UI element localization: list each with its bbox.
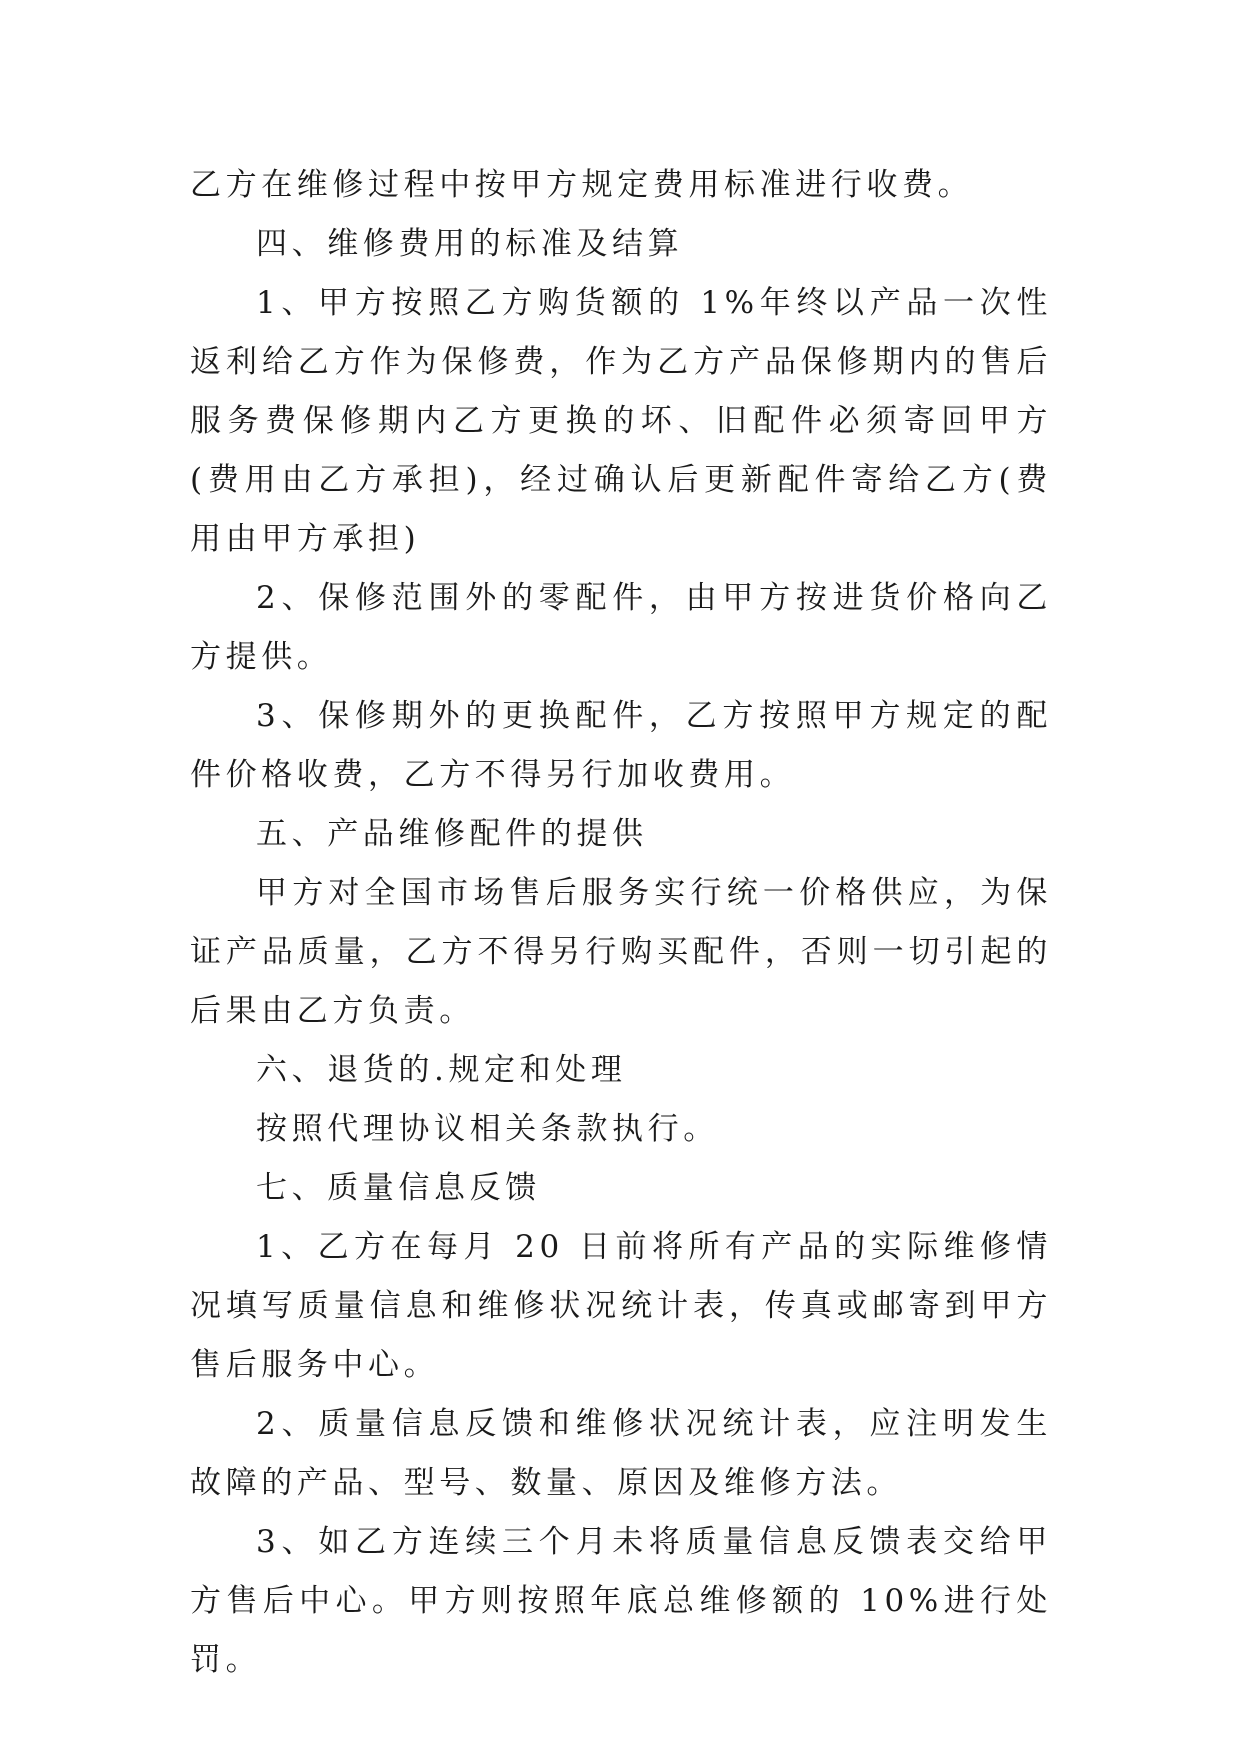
- heading-section-four: 四、维修费用的标准及结算: [256, 226, 684, 262]
- paragraph-out-of-scope-parts: 2、保修范围外的零配件，由甲方按进货价格向乙方提供。: [190, 580, 1052, 675]
- paragraph-out-of-warranty-parts: 3、保修期外的更换配件，乙方按照甲方规定的配件价格收费，乙方不得另行加收费用。: [190, 698, 1052, 793]
- paragraph-penalty: 3、如乙方连续三个月未将质量信息反馈表交给甲方售后中心。甲方则按照年底总维修额的 10%进行处罚。: [190, 1524, 1052, 1678]
- document-page: [190, 156, 1052, 1690]
- paragraph-warranty-fee: 1、甲方按照乙方购货额的 1%年终以产品一次性返利给乙方作为保修费，作为乙方产品保修期内的售后服务费保修期内乙方更换的坏、旧配件必须寄回甲方(费用由乙方承担)，经过确认后更新配件寄给乙方(费用由甲方承担): [190, 285, 1052, 557]
- paragraph-unified-supply: 甲方对全国市场售后服务实行统一价格供应，为保证产品质量，乙方不得另行购买配件，否则一切引起的后果由乙方负责。: [190, 875, 1052, 1029]
- paragraph-monthly-report: 1、乙方在每月 20 日前将所有产品的实际维修情况填写质量信息和维修状况统计表，传真或邮寄到甲方售后服务中心。: [190, 1229, 1052, 1383]
- paragraph-report-contents: 2、质量信息反馈和维修状况统计表，应注明发生故障的产品、型号、数量、原因及维修方法。: [190, 1406, 1052, 1501]
- heading-section-seven: 七、质量信息反馈: [256, 1170, 541, 1206]
- heading-section-five: 五、产品维修配件的提供: [256, 816, 648, 852]
- paragraph-agency-agreement: 按照代理协议相关条款执行。: [256, 1111, 719, 1147]
- paragraph-fee-collection: 乙方在维修过程中按甲方规定费用标准进行收费。: [190, 167, 974, 203]
- heading-section-six: 六、退货的.规定和处理: [256, 1052, 627, 1088]
